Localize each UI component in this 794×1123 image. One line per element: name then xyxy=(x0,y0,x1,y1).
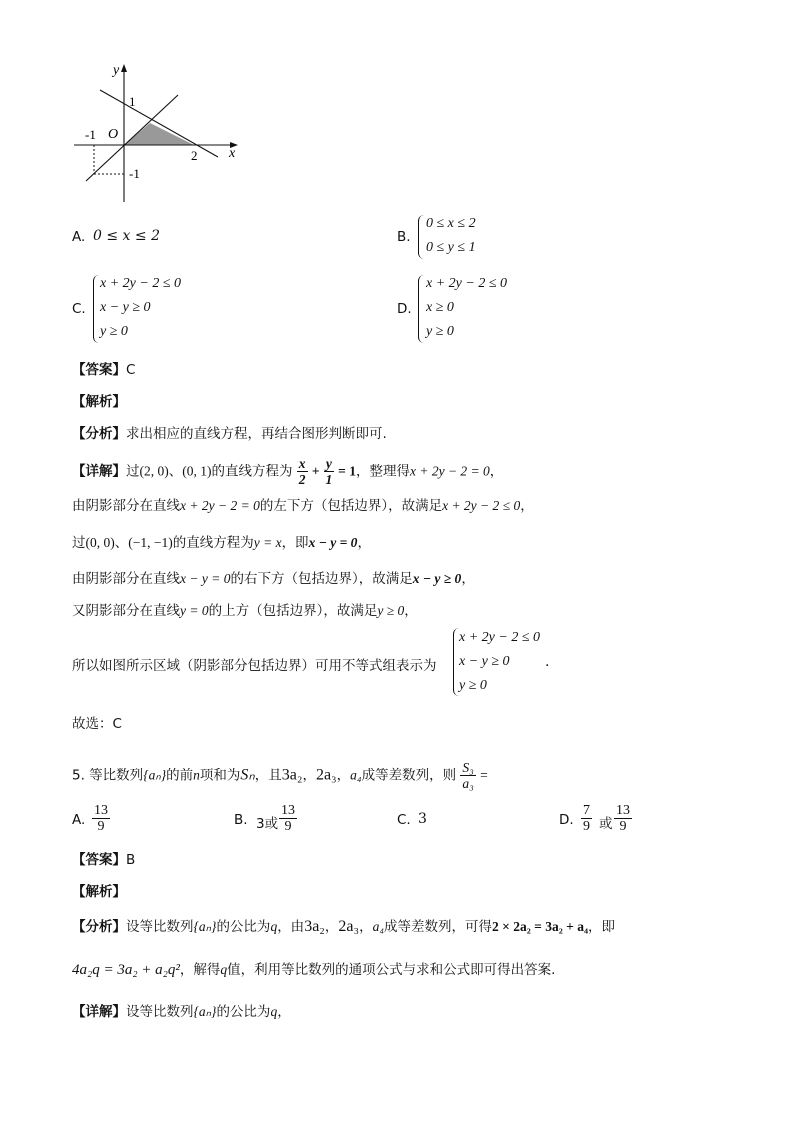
q5-detail-line-1 xyxy=(72,1000,291,1020)
text: 由阴影部分在直线 xyxy=(72,498,180,514)
q4-detail-line-5 xyxy=(72,599,418,619)
text: ， xyxy=(302,767,316,784)
text: 的直线方程为 xyxy=(211,463,293,480)
equation: x − y = 0 xyxy=(308,535,358,550)
text: 又阴影部分在直线 xyxy=(72,603,180,619)
text: 由阴影部分在直线 xyxy=(72,571,180,587)
equation: x + 2y − 2 = 0 xyxy=(180,498,260,513)
system-line: x ≥ 0 xyxy=(426,300,454,315)
q4-detail-line-3 xyxy=(72,531,371,551)
tick-label-neg1-x: -1 xyxy=(85,127,96,142)
fraction: $\frac{13}{9}$ xyxy=(281,803,295,834)
variable: Sₙ xyxy=(240,766,255,784)
point: (−1, −1) xyxy=(128,535,173,550)
brace xyxy=(418,275,424,343)
point: (2, 0) xyxy=(139,463,169,479)
option-label: C. xyxy=(397,812,411,828)
q4-answer-line xyxy=(72,358,135,378)
system-line: x − y ≥ 0 xyxy=(459,654,510,669)
option-label: A. xyxy=(72,812,86,828)
option-value: 3 xyxy=(418,811,427,827)
equation: y = 0 xyxy=(180,603,209,618)
option-text: 或 xyxy=(599,816,613,832)
term: 2a₃ xyxy=(338,918,360,935)
term: 3a₂ xyxy=(304,918,325,935)
y-axis-label: y xyxy=(113,63,120,78)
option-text: 3或 xyxy=(256,816,279,832)
line-x-plus-2y-minus-2 xyxy=(100,90,218,157)
text: 、 xyxy=(168,463,183,480)
text: ，解得 xyxy=(179,962,221,978)
y-axis-arrow xyxy=(121,64,127,72)
point: (0, 0) xyxy=(85,535,115,550)
equation: 4a₂q = 3a₂ + a₂q² xyxy=(72,962,180,978)
fraction: $\frac{7}{9}$ xyxy=(583,803,590,834)
q4-detail-line-1 xyxy=(72,456,503,487)
q4-choose-line: 故选：C xyxy=(72,716,122,732)
variable: n xyxy=(193,767,200,783)
text: ， xyxy=(357,535,371,551)
tick-label-neg1-y: -1 xyxy=(129,166,140,181)
system-line: x + 2y − 2 ≤ 0 xyxy=(459,630,541,645)
text: 的左下方（包括边界），故满足 xyxy=(259,498,443,514)
system-line: y ≥ 0 xyxy=(100,324,128,339)
term: 2a₃ xyxy=(315,766,337,784)
fraction: $\frac{y}{1}$ xyxy=(325,456,333,487)
text: ，由 xyxy=(277,919,305,935)
xiangjie-tag: 【详解】 xyxy=(72,1004,126,1020)
text: 的右下方（包括边界），故满足 xyxy=(230,571,413,587)
sequence: {aₙ} xyxy=(143,767,167,783)
variable: q xyxy=(220,962,228,977)
variable: q xyxy=(270,919,278,934)
text: 过 xyxy=(126,463,140,480)
tick-label-1: 1 xyxy=(129,94,136,109)
text: ， xyxy=(359,919,373,935)
inequality-system xyxy=(426,272,507,344)
system-line: y ≥ 0 xyxy=(459,678,487,693)
equation: x + 2y − 2 = 0 xyxy=(409,463,490,479)
text: 值，利用等比数列的通项公式与求和公式即可得出答案. xyxy=(227,962,556,978)
system-line: 0 ≤ x ≤ 2 xyxy=(426,216,476,231)
text: 设等比数列 xyxy=(126,919,194,935)
inequality: x + 2y − 2 ≤ 0 xyxy=(442,498,521,513)
inequality-system xyxy=(100,272,181,344)
q4-detail-line-4 xyxy=(72,567,475,587)
tick-label-2: 2 xyxy=(191,148,198,163)
q5-stem xyxy=(72,760,488,791)
system-line: 0 ≤ y ≤ 1 xyxy=(426,240,476,255)
text: 成等差数列，可得 xyxy=(384,919,493,935)
system-line: x + 2y − 2 ≤ 0 xyxy=(100,276,182,291)
option-label: B. xyxy=(397,229,411,245)
text: 的上方（包括边界），故满足 xyxy=(208,603,378,619)
region-figure xyxy=(66,56,256,206)
answer-value: C xyxy=(126,362,136,378)
x-axis-label: x xyxy=(229,146,236,161)
answer-value: B xyxy=(126,852,136,868)
text: 的公比为 xyxy=(216,919,271,935)
option-label: C. xyxy=(72,301,86,317)
option-label: B. xyxy=(234,812,248,828)
inequality: x − y ≥ 0 xyxy=(412,571,462,586)
term: a₄ xyxy=(350,767,362,783)
fraction: $\frac{13}{9}$ xyxy=(94,803,108,834)
origin-label: O xyxy=(108,127,119,142)
text: ， xyxy=(324,919,339,935)
fenxi-text: 求出相应的直线方程，再结合图形判断即可. xyxy=(126,426,387,442)
q5-fenxi-line-2 xyxy=(72,958,555,979)
equation: x − y = 0 xyxy=(180,571,231,586)
text: ， xyxy=(404,603,418,619)
option-label: D. xyxy=(397,301,412,317)
fraction: $\frac{x}{2}$ xyxy=(298,456,306,487)
text: ， xyxy=(489,463,504,480)
q5-analysis-tag: 【解析】 xyxy=(72,884,126,900)
text: 项和为 xyxy=(199,767,241,784)
option-expression: 0 ≤ x ≤ 2 xyxy=(93,228,160,244)
question-number: 5. xyxy=(72,767,85,784)
fenxi-tag: 【分析】 xyxy=(72,919,126,935)
plus: + xyxy=(311,463,320,479)
text: 、 xyxy=(114,535,129,551)
text: 等比数列 xyxy=(89,767,144,784)
q4-fenxi-line xyxy=(72,422,387,442)
q4-detail-line-2 xyxy=(72,494,534,514)
brace xyxy=(93,275,99,343)
sequence: {aₙ} xyxy=(193,1004,217,1019)
answer-tag: 【答案】 xyxy=(72,852,126,868)
fenxi-tag: 【分析】 xyxy=(72,426,126,442)
inequality-system xyxy=(426,212,476,260)
text: ， xyxy=(461,571,475,587)
final-inequality-system xyxy=(459,626,540,698)
text: 的前 xyxy=(166,767,194,784)
text: 设等比数列 xyxy=(126,1004,194,1020)
equals: = 1 xyxy=(338,463,356,479)
system-line: y ≥ 0 xyxy=(426,324,454,339)
q5-answer-line xyxy=(72,848,135,868)
text: ， xyxy=(277,1004,291,1020)
text: 成等差数列，则 xyxy=(361,767,457,784)
text: ， xyxy=(520,498,534,514)
q4-analysis-tag: 【解析】 xyxy=(72,394,126,410)
sequence: {aₙ} xyxy=(193,919,217,934)
q5-fenxi-line-1 xyxy=(72,915,615,936)
q4-detail-line-6: 所以如图所示区域（阴影部分包括边界）可用不等式组表示为 xyxy=(72,658,437,674)
inequality: y ≥ 0 xyxy=(377,603,405,618)
text: 的公比为 xyxy=(216,1004,271,1020)
text: ，即 xyxy=(588,919,615,935)
fraction: $\frac{\text{S₃}}{\text{a₃}}$ xyxy=(462,760,474,791)
shaded-region xyxy=(124,123,194,145)
fraction: $\frac{13}{9}$ xyxy=(616,803,630,834)
text: ，整理得 xyxy=(355,463,410,480)
system-line: x + 2y − 2 ≤ 0 xyxy=(426,276,508,291)
text: 的直线方程为 xyxy=(172,535,254,551)
point: (0, 1) xyxy=(182,463,212,479)
brace xyxy=(418,215,424,259)
equals: = xyxy=(480,767,488,783)
term: 3a₂ xyxy=(281,766,303,784)
answer-tag: 【答案】 xyxy=(72,362,126,378)
text: ，即 xyxy=(281,535,309,551)
term: a₄ xyxy=(372,919,385,934)
equation: 2 × 2a₂ = 3a₂ + a₄ xyxy=(492,919,588,934)
text: ，且 xyxy=(254,767,282,784)
option-label: D. xyxy=(559,812,574,828)
text: ， xyxy=(336,767,351,784)
xiangjie-tag: 【详解】 xyxy=(72,463,126,480)
variable: q xyxy=(270,1004,278,1019)
option-label: A. xyxy=(72,229,86,245)
equation: y = x xyxy=(253,535,282,550)
system-line: x − y ≥ 0 xyxy=(100,300,151,315)
text: 过 xyxy=(72,535,86,551)
period: . xyxy=(545,654,550,670)
